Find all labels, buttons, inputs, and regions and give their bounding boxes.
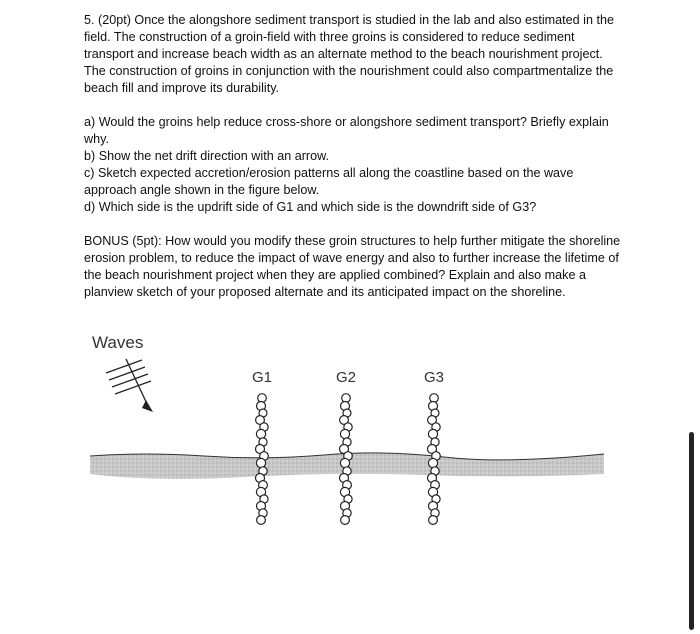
waves-label: Waves [92,333,144,352]
question-intro: 5. (20pt) Once the alongshore sediment transport is studied in the lab and also estimated in the field. The construction of a groin-field with three groins is considered to reduce sediment transport and increase beach width as an alternate method to the beach nourishment project. The construction of groins in conjunction with the nourishment could also compartmentalize the beach fill and improve its durability. [84,13,614,95]
groin-field-figure [84,326,614,536]
groin-label-g2: G2 [336,369,357,386]
question-text [84,12,624,301]
wave-direction-icon [106,359,153,412]
part-a: a) Would the groins help reduce cross-shore or alongshore sediment transport? Briefly explain why. [84,115,609,146]
bonus-question: BONUS (5pt): How would you modify these groin structures to help further mitigate the shoreline erosion problem, to reduce the impact of wave energy and also to further increase the lifetime of the beach nourishment project when they are applied combined? Explain and also make a planview sketch of your proposed alternate and its anticipated impact on the shoreline. [84,234,621,299]
part-c: c) Sketch expected accretion/erosion patterns all along the coastline based on the wave approach angle shown in the figure below. [84,166,574,197]
vertical-scrollbar[interactable] [689,432,694,630]
groin-label-g3: G3 [424,369,445,386]
groin-label-g1: G1 [252,369,273,386]
part-b: b) Show the net drift direction with an arrow. [84,149,329,163]
part-d: d) Which side is the updrift side of G1 and which side is the downdrift side of G3? [84,200,537,214]
groin-field-diagram [84,326,614,536]
